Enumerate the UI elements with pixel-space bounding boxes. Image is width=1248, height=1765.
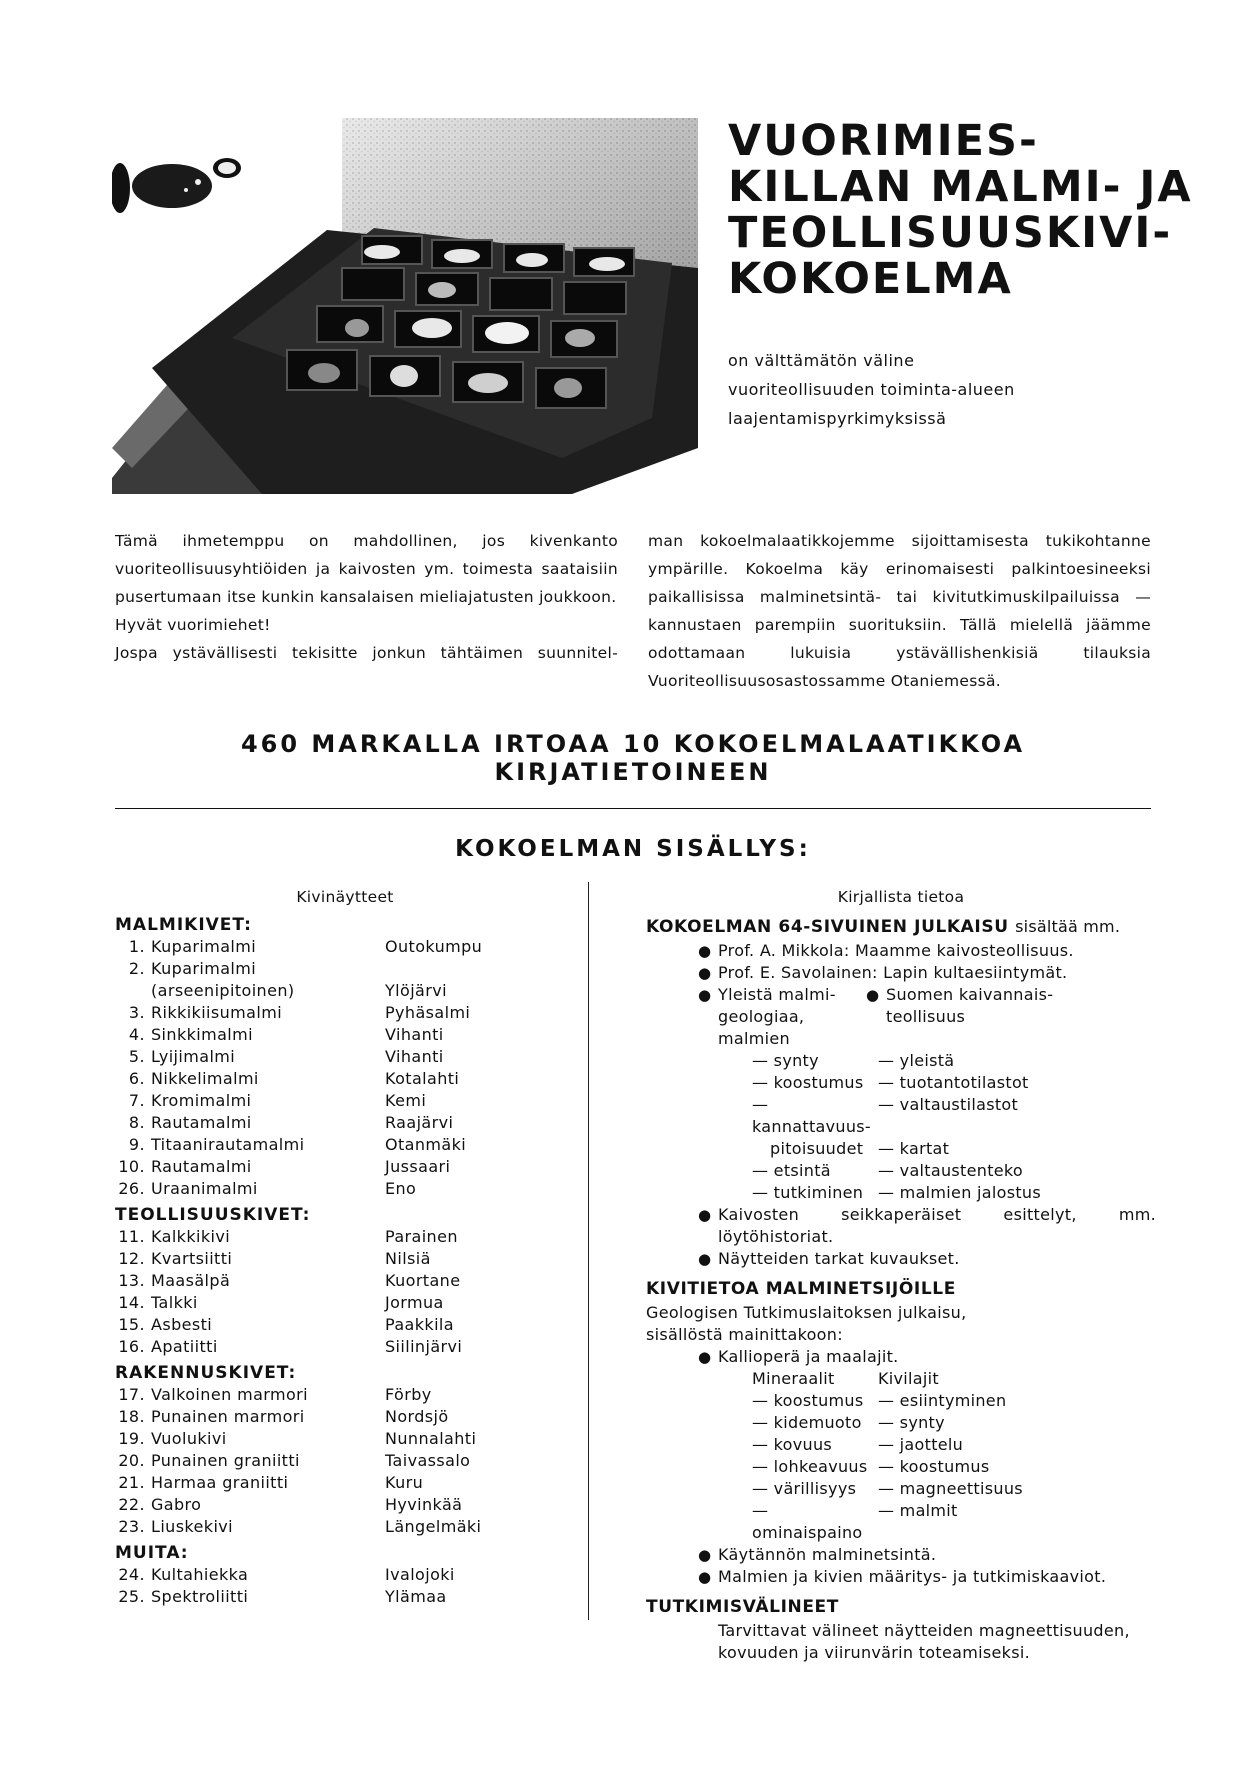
specimen-name: Rautamalmi xyxy=(151,1157,252,1176)
two-col-right: teollisuus xyxy=(886,1007,966,1026)
specimen-place: Kotalahti xyxy=(385,1069,460,1088)
list-item xyxy=(115,1178,575,1200)
dash-item: — jaottelu xyxy=(878,1435,964,1454)
specimen-name: Kuparimalmi xyxy=(151,959,257,978)
specimen-num: 14. xyxy=(118,1293,145,1312)
two-col-headings xyxy=(646,1368,1156,1390)
specimen-name: Lyijimalmi xyxy=(151,1047,236,1066)
specimen-place: Pyhäsalmi xyxy=(385,1003,471,1022)
specimen-name: Valkoinen marmori xyxy=(151,1385,308,1404)
horizontal-rule xyxy=(115,808,1151,809)
list-item xyxy=(646,1544,1156,1566)
dash-item: — lohkeavuus xyxy=(752,1457,868,1476)
specimen-name: Sinkkimalmi xyxy=(151,1025,253,1044)
tagline-line-3: laajentamispyrkimyksissä xyxy=(728,409,947,428)
specimen-place: Nilsiä xyxy=(385,1249,431,1268)
specimen-name: Titaanirautamalmi xyxy=(151,1135,305,1154)
list-item xyxy=(115,1068,575,1090)
specimen-num: 17. xyxy=(118,1385,145,1404)
list-item xyxy=(115,1336,575,1358)
specimen-name: Uraanimalmi xyxy=(151,1179,258,1198)
specimen-num: 15. xyxy=(118,1315,145,1334)
two-col-right xyxy=(866,984,1156,1006)
intro-paragraph: Tämä ihmetemppu on mahdollinen, jos kivenkanto vuoriteollisuusyhtiöiden ja kaivosten ym. toimesta saataisiin pusertumaan itse kunkin kansalaisen mieliajatusten joukkoon. xyxy=(115,532,618,606)
list-item xyxy=(115,1516,575,1538)
specimen-name: Asbesti xyxy=(151,1315,213,1334)
specimen-name: Kultahiekka xyxy=(151,1565,249,1584)
title-line-4: KOKOELMA xyxy=(728,254,1013,304)
rocks-heading: Kivilajit xyxy=(878,1369,939,1388)
specimen-num: 21. xyxy=(118,1473,145,1492)
specimen-num: 11. xyxy=(118,1227,145,1246)
list-item xyxy=(115,980,575,1002)
specimen-place: Jormua xyxy=(385,1293,444,1312)
list-item-text: Näytteiden tarkat kuvaukset. xyxy=(718,1249,960,1268)
dash-item: — koostumus xyxy=(878,1457,990,1476)
specimen-place: Paakkila xyxy=(385,1315,454,1334)
dash-row xyxy=(646,1182,1156,1204)
literature-section xyxy=(646,882,1156,1664)
list-item xyxy=(115,1112,575,1134)
specimen-name: Maasälpä xyxy=(151,1271,231,1290)
category-container xyxy=(115,912,575,1608)
tools-heading: TUTKIMISVÄLINEET xyxy=(646,1597,839,1617)
dash-row xyxy=(646,1390,1156,1412)
list-item xyxy=(646,984,1156,1006)
list-item xyxy=(115,936,575,958)
specimen-num: 12. xyxy=(118,1249,145,1268)
list-item xyxy=(115,958,575,980)
specimen-num: 23. xyxy=(118,1517,145,1536)
list-item xyxy=(115,1406,575,1428)
dash-item: — värillisyys xyxy=(752,1479,857,1498)
category-heading: MALMIKIVET: xyxy=(115,915,252,935)
specimen-place: Vihanti xyxy=(385,1047,444,1066)
specimen-name: Punainen graniitti xyxy=(151,1451,300,1470)
dash-item: — malmien jalostus xyxy=(878,1183,1041,1202)
specimen-place: Ivalojoki xyxy=(385,1565,455,1584)
specimen-place: Raajärvi xyxy=(385,1113,454,1132)
specimen-place: Förby xyxy=(385,1385,432,1404)
specimen-name: Vuolukivi xyxy=(151,1429,227,1448)
list-item xyxy=(646,962,1156,984)
specimen-place: Längelmäki xyxy=(385,1517,482,1536)
list-item xyxy=(115,1384,575,1406)
dash-item: — ominaispaino xyxy=(752,1501,863,1542)
dash-item: — tutkiminen xyxy=(752,1183,864,1202)
specimen-name: Apatiitti xyxy=(151,1337,218,1356)
specimen-place: Parainen xyxy=(385,1227,458,1246)
list-item xyxy=(115,1046,575,1068)
bullet-icon: ● xyxy=(698,964,712,982)
specimen-place: Hyvinkää xyxy=(385,1495,463,1514)
dash-item: — etsintä xyxy=(752,1161,831,1180)
dash-item: — malmit xyxy=(878,1501,958,1520)
bullet-icon: ● xyxy=(698,1568,712,1586)
dash-row xyxy=(646,1072,1156,1094)
dash-item: — magneettisuus xyxy=(878,1479,1023,1498)
dash-item: — kartat xyxy=(878,1139,950,1158)
specimen-place xyxy=(385,958,575,980)
specimen-num: 22. xyxy=(118,1495,145,1514)
list-item-text: Kaivosten seikkaperäiset esittelyt, mm. löytöhistoriat. xyxy=(718,1205,1156,1246)
dash-item: — synty xyxy=(878,1413,945,1432)
title-line-2: KILLAN MALMI- JA xyxy=(728,162,1193,212)
intro-paragraph: man kokoelmalaatikkojemme sijoittamisesta tukikohtanne ympärille. Kokoelma käy erinomaisesti palkintoesineeksi paikallisissa malminetsintä- tai kivitutkimuskilpailuissa — kannustaen parempiin suorituksiin. Tällä mielellä jäämme odottamaan lukuisia ystävällishenkisiä tilauksia Vuoriteollisuusosastossamme Otaniemessä. xyxy=(648,532,1151,690)
list-item-continued xyxy=(646,1006,1156,1050)
specimen-place: Jussaari xyxy=(385,1157,451,1176)
list-item xyxy=(115,1292,575,1314)
specimen-num: 26. xyxy=(118,1179,145,1198)
bullet-icon: ● xyxy=(866,986,880,1004)
dash-item: — kovuus xyxy=(752,1435,833,1454)
price-line-2: KIRJATIETOINEEN xyxy=(494,758,772,786)
dash-row xyxy=(646,1050,1156,1072)
dash-row xyxy=(646,1456,1156,1478)
specimen-place: Siilinjärvi xyxy=(385,1337,463,1356)
specimen-num: 5. xyxy=(128,1047,145,1066)
dash-item: — tuotantotilastot xyxy=(878,1073,1029,1092)
price-headline xyxy=(115,730,1151,786)
specimen-num: 7. xyxy=(128,1091,145,1110)
specimen-num: 16. xyxy=(118,1337,145,1356)
dash-row xyxy=(646,1434,1156,1456)
specimen-num: 25. xyxy=(118,1587,145,1606)
contents-heading: KOKOELMAN SISÄLLYS: xyxy=(455,836,811,862)
list-item xyxy=(115,1428,575,1450)
dash-row xyxy=(646,1094,1156,1138)
specimen-num: 20. xyxy=(118,1451,145,1470)
intro-greeting: Hyvät vuorimiehet! xyxy=(115,616,271,634)
dash-row xyxy=(646,1138,1156,1160)
dash-item: — koostumus xyxy=(752,1073,864,1092)
specimen-name: Liuskekivi xyxy=(151,1517,233,1536)
title-line-3: TEOLLISUUSKIVI- xyxy=(728,208,1173,258)
specimen-place: Eno xyxy=(385,1179,417,1198)
specimen-place: Ylämaa xyxy=(385,1587,447,1606)
title-line-1: VUORIMIES- xyxy=(728,116,1039,166)
specimen-place: Ylöjärvi xyxy=(385,981,447,1000)
specimen-place: Kuortane xyxy=(385,1271,461,1290)
specimen-place: Kemi xyxy=(385,1091,427,1110)
two-col-left: geologiaa, malmien xyxy=(718,1007,805,1048)
specimen-name: Rikkikiisumalmi xyxy=(151,1003,283,1022)
page-title xyxy=(728,118,1198,302)
intro-right-column xyxy=(648,527,1151,695)
specimen-place: Vihanti xyxy=(385,1025,444,1044)
list-item xyxy=(115,1024,575,1046)
specimen-num: 24. xyxy=(118,1565,145,1584)
category-heading: RAKENNUSKIVET: xyxy=(115,1363,297,1383)
list-item-text: Prof. A. Mikkola: Maamme kaivosteollisuus. xyxy=(718,941,1074,960)
tagline-line-1: on välttämätön väline xyxy=(728,351,915,370)
specimen-num: 18. xyxy=(118,1407,145,1426)
specimen-place: Otanmäki xyxy=(385,1135,467,1154)
specimen-name: Nikkelimalmi xyxy=(151,1069,259,1088)
specimen-num: 9. xyxy=(128,1135,145,1154)
specimen-num: 3. xyxy=(128,1003,145,1022)
specimen-box-photo xyxy=(112,118,698,494)
bullet-icon: ● xyxy=(698,1348,712,1366)
specimen-place: Kuru xyxy=(385,1473,424,1492)
specimen-num xyxy=(115,980,145,1002)
list-item xyxy=(646,940,1156,962)
specimen-name: Punainen marmori xyxy=(151,1407,305,1426)
dash-item: — synty xyxy=(752,1051,819,1070)
list-item-text: Käytännön malminetsintä. xyxy=(718,1545,937,1564)
specimen-place: Taivassalo xyxy=(385,1451,471,1470)
list-item xyxy=(115,1450,575,1472)
tagline xyxy=(728,346,1148,433)
specimen-num: 13. xyxy=(118,1271,145,1290)
tools-text: Tarvittavat välineet näytteiden magneettisuuden, kovuuden ja viirunvärin toteamiseksi. xyxy=(718,1621,1130,1662)
dash-row xyxy=(646,1412,1156,1434)
specimen-name: Gabro xyxy=(151,1495,202,1514)
list-item xyxy=(115,1270,575,1292)
list-item xyxy=(115,1090,575,1112)
bullet-icon: ● xyxy=(698,1206,712,1224)
list-item-text: Malmien ja kivien määritys- ja tutkimiskaaviot. xyxy=(718,1567,1107,1586)
dash-list xyxy=(646,1050,1156,1204)
list-item xyxy=(115,1564,575,1586)
list-item xyxy=(115,1586,575,1608)
list-item xyxy=(115,1472,575,1494)
specimen-name: Harmaa graniitti xyxy=(151,1473,289,1492)
publication-title-suffix: sisältää mm. xyxy=(1015,917,1121,936)
dash-item: — valtaustilastot xyxy=(878,1095,1019,1114)
specimen-num: 4. xyxy=(128,1025,145,1044)
specimen-name: Talkki xyxy=(151,1293,198,1312)
specimen-num: 8. xyxy=(128,1113,145,1132)
specimen-name: Kuparimalmi xyxy=(151,937,257,956)
publication-heading xyxy=(646,914,1156,940)
intro-left-column xyxy=(115,527,618,667)
column-divider xyxy=(588,882,589,1620)
list-item-text: Kallioperä ja maalajit. xyxy=(718,1347,899,1366)
specimen-place: Outokumpu xyxy=(385,937,483,956)
kivitietoa-heading: KIVITIETOA MALMINETSIJÖILLE xyxy=(646,1279,956,1299)
category-heading: MUITA: xyxy=(115,1543,189,1563)
bullet-icon: ● xyxy=(698,986,712,1004)
dash-row xyxy=(646,1478,1156,1500)
bullet-icon: ● xyxy=(698,942,712,960)
list-item xyxy=(115,1156,575,1178)
dash-row xyxy=(646,1500,1156,1544)
specimen-num: 19. xyxy=(118,1429,145,1448)
dash-item: — koostumus xyxy=(752,1391,864,1410)
two-col-left xyxy=(646,984,866,1006)
specimen-name: (arseenipitoinen) xyxy=(151,981,295,1000)
list-item xyxy=(115,1248,575,1270)
category-heading: TEOLLISUUSKIVET: xyxy=(115,1205,311,1225)
text-line: sisällöstä mainittakoon: xyxy=(646,1325,843,1344)
dash-item: pitoisuudet xyxy=(770,1139,864,1158)
dash-item: — yleistä xyxy=(878,1051,955,1070)
publication-title: KOKOELMAN 64-SIVUINEN JULKAISU xyxy=(646,917,1009,937)
specimen-name: Rautamalmi xyxy=(151,1113,252,1132)
list-item xyxy=(115,1134,575,1156)
specimen-name: Kalkkikivi xyxy=(151,1227,231,1246)
list-item xyxy=(115,1226,575,1248)
specimen-num: 2. xyxy=(128,959,145,978)
list-item xyxy=(646,1566,1156,1588)
text-line: Geologisen Tutkimuslaitoksen julkaisu, xyxy=(646,1303,967,1322)
specimen-name: Kromimalmi xyxy=(151,1091,252,1110)
dash-list xyxy=(646,1390,1156,1544)
dash-item: — esiintyminen xyxy=(878,1391,1007,1410)
specimen-name: Spektroliitti xyxy=(151,1587,249,1606)
specimen-list xyxy=(115,882,575,1608)
specimen-num: 6. xyxy=(128,1069,145,1088)
bullet-icon: ● xyxy=(698,1250,712,1268)
minerals-heading: Mineraalit xyxy=(752,1369,835,1388)
intro-paragraph: Jospa ystävällisesti tekisitte jonkun tähtäimen suunnitel- xyxy=(115,644,618,662)
list-item-text: Suomen kaivannais- xyxy=(886,985,1054,1004)
specimen-name: Kvartsiitti xyxy=(151,1249,233,1268)
specimens-subheading: Kivinäytteet xyxy=(296,888,394,906)
dash-item: — kidemuoto xyxy=(752,1413,862,1432)
dash-item: — valtaustenteko xyxy=(878,1161,1024,1180)
dash-row xyxy=(646,1160,1156,1182)
dash-item: — kannattavuus- xyxy=(752,1095,871,1136)
tagline-line-2: vuoriteollisuuden toiminta-alueen xyxy=(728,380,1015,399)
specimen-place: Nunnalahti xyxy=(385,1429,477,1448)
list-item-text: Yleistä malmi- xyxy=(718,985,836,1004)
list-item-text: Prof. E. Savolainen: Lapin kultaesiintymät. xyxy=(718,963,1068,982)
specimen-place: Nordsjö xyxy=(385,1407,449,1426)
price-line-1: 460 MARKALLA IRTOAA 10 KOKOELMALAATIKKOA xyxy=(240,730,1026,758)
list-item xyxy=(646,1346,1156,1368)
specimen-num: 10. xyxy=(118,1157,145,1176)
list-item xyxy=(646,1248,1156,1270)
bullet-icon: ● xyxy=(698,1546,712,1564)
literature-subheading: Kirjallista tietoa xyxy=(837,888,965,906)
specimen-num: 1. xyxy=(128,937,145,956)
list-item xyxy=(115,1494,575,1516)
list-item xyxy=(646,1204,1156,1248)
list-item xyxy=(115,1314,575,1336)
list-item xyxy=(115,1002,575,1024)
